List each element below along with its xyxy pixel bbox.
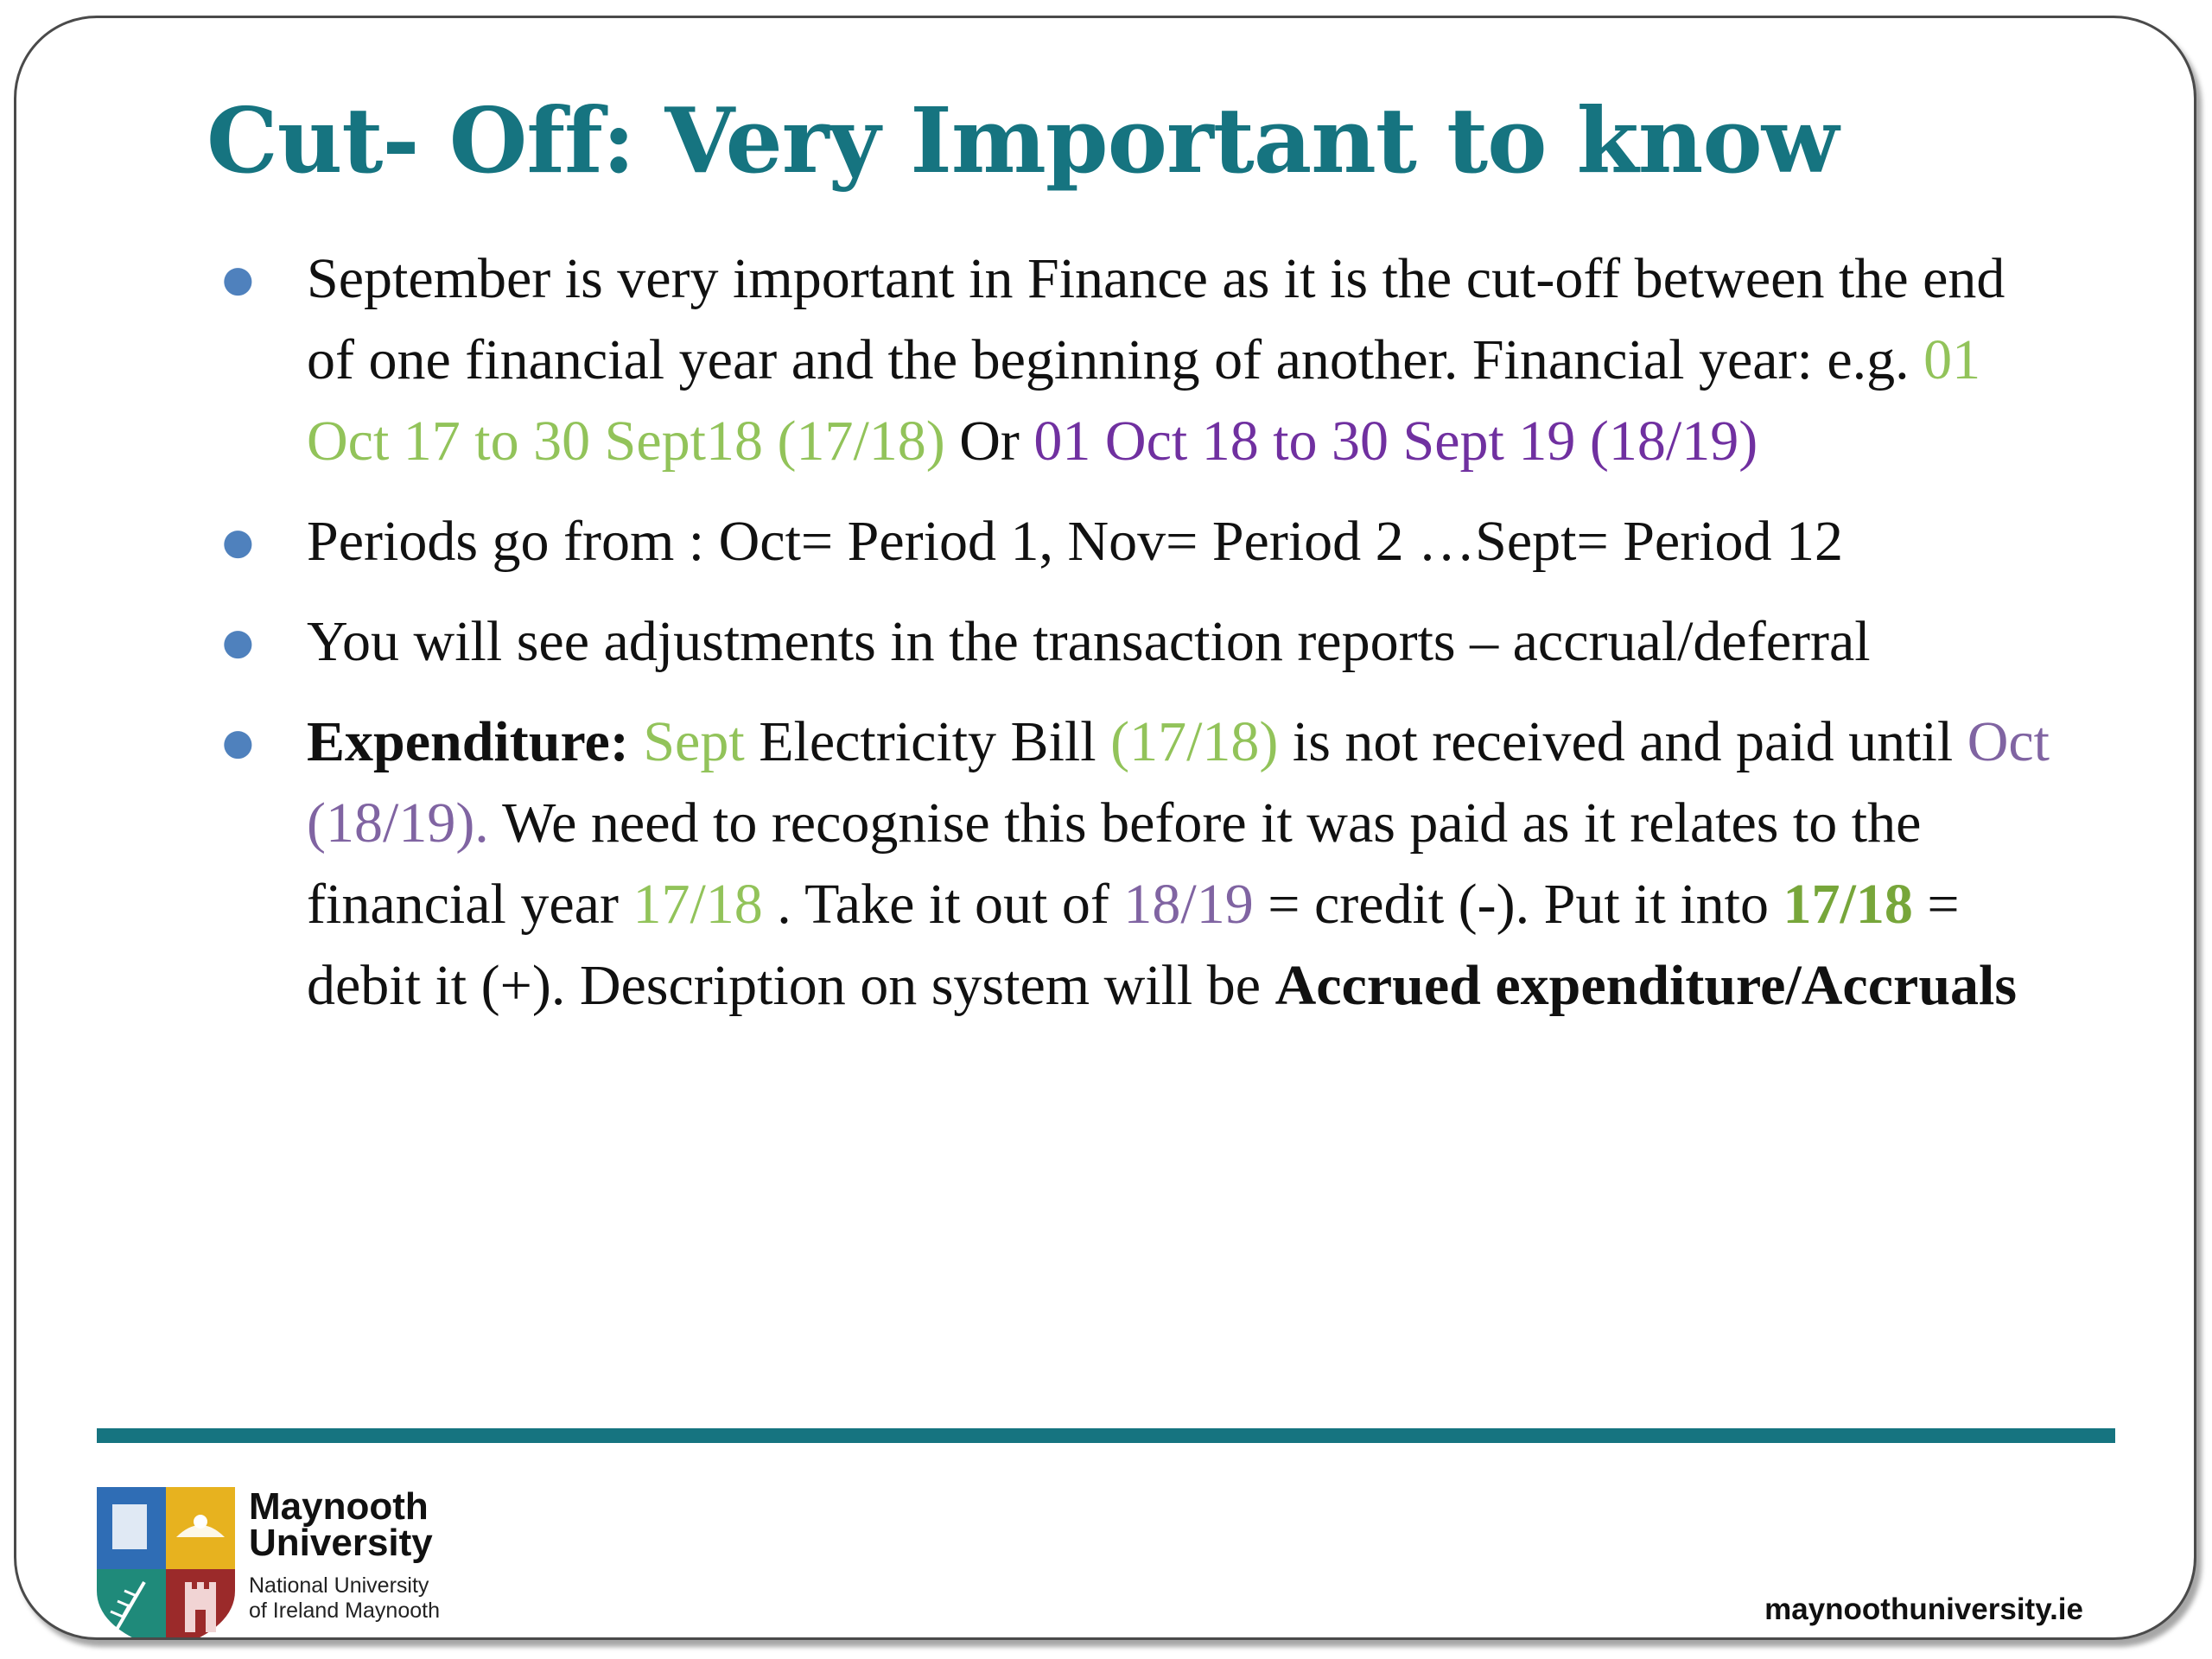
text-segment: 01 Oct 18 to 30 Sept 19 (18/19) [1033, 410, 1758, 473]
text-segment: Accrued expenditure/Accruals [1274, 954, 2018, 1017]
maynooth-crest-icon [97, 1487, 235, 1640]
footer-rule [97, 1428, 2115, 1443]
logo-subtitle [249, 1573, 440, 1624]
text-segment: . Take it out of [762, 873, 1124, 936]
logo-name-line2: University [249, 1522, 433, 1564]
bullet-dot-icon: ● [222, 620, 254, 663]
text-segment [629, 710, 644, 773]
text-segment: = debit it (+). Description on system will be [307, 873, 1960, 1017]
text-segment: Expenditure: [307, 710, 629, 773]
text-segment: 17/18 [1783, 873, 1913, 936]
text-segment: 17/18 [632, 873, 763, 936]
text-segment: You will see adjustments in the transaction reports – accrual/deferral [307, 610, 1871, 673]
logo-name [249, 1485, 433, 1564]
text-segment: Or [944, 410, 1034, 473]
bullet-text [307, 710, 2050, 1017]
logo-sub-line1: National University [249, 1573, 429, 1598]
text-segment: Sept [643, 710, 745, 773]
university-logo [97, 1487, 494, 1640]
bullet-item [207, 702, 2064, 1027]
text-segment: 01 Oct 17 to 30 Sept18 (17/18) [307, 328, 1981, 473]
slide-title: Cut- Off: Very Important to know [207, 87, 1839, 194]
text-segment: Periods go from : Oct= Period 1, Nov= Period 2 …Sept= Period 12 [307, 510, 1844, 573]
bullet-text [307, 510, 1843, 573]
logo-sub-line2: of Ireland Maynooth [249, 1599, 440, 1623]
text-segment: (17/18) [1110, 710, 1279, 773]
bullet-dot-icon: ● [222, 520, 254, 563]
bullet-text [307, 247, 2005, 473]
text-segment: = credit (-). Put it into [1253, 873, 1783, 936]
bullet-item [207, 601, 2064, 683]
bullet-text [307, 610, 1871, 673]
text-segment: Electricity Bill [744, 710, 1111, 773]
slide-frame [14, 16, 2196, 1640]
bullet-list [207, 238, 2064, 1046]
bullet-dot-icon: ● [222, 721, 254, 763]
bullet-item [207, 501, 2064, 582]
bullet-dot-icon: ● [222, 257, 254, 300]
website-url: maynoothuniversity.ie [1764, 1592, 2083, 1626]
text-segment: is not received and paid until [1278, 710, 1967, 773]
text-segment: Oct (18/19). [307, 710, 2050, 855]
text-segment: We need to recognise this before it was paid as it relates to the financial year [307, 791, 1922, 936]
text-segment: September is very important in Finance as it is the cut-off between the end of one financial year and the beginning of another. Financial year: e.g. [307, 247, 2005, 391]
text-segment: 18/19 [1123, 873, 1254, 936]
logo-name-line1: Maynooth [249, 1485, 429, 1528]
bullet-item [207, 238, 2064, 482]
